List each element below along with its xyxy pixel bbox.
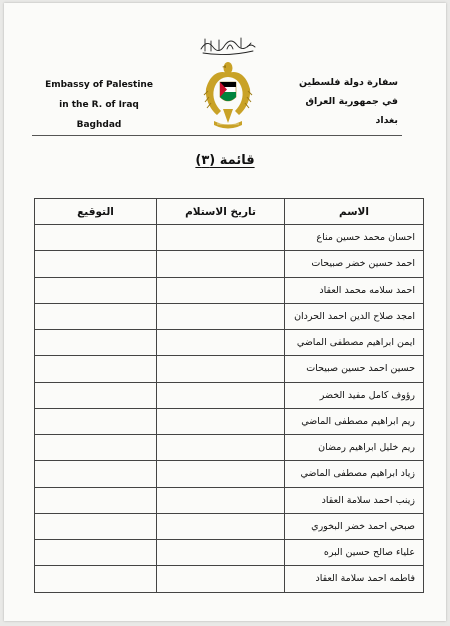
name-cell: رؤوف كامل مفيد الخضر bbox=[285, 382, 424, 408]
name-cell: ريم خليل ابراهيم رمضان bbox=[285, 435, 424, 461]
column-header-name: الاسم bbox=[285, 199, 424, 225]
table-header-row bbox=[35, 199, 424, 225]
received-date-cell bbox=[157, 513, 285, 539]
table-row bbox=[35, 566, 424, 592]
signature-cell bbox=[35, 487, 157, 513]
table-row bbox=[35, 513, 424, 539]
name-cell: ايمن ابراهيم مصطفى الماضي bbox=[285, 330, 424, 356]
received-date-cell bbox=[157, 461, 285, 487]
palestine-eagle-emblem bbox=[197, 31, 259, 137]
signature-cell bbox=[35, 461, 157, 487]
header-right-line-3: بغداد bbox=[375, 115, 398, 126]
document-page bbox=[4, 3, 446, 621]
received-date-cell bbox=[157, 303, 285, 329]
signature-cell bbox=[35, 382, 157, 408]
table-row bbox=[35, 540, 424, 566]
name-cell: صبحي احمد خضر البخوري bbox=[285, 513, 424, 539]
table-row bbox=[35, 435, 424, 461]
name-cell: ريم ابراهيم مصطفى الماضي bbox=[285, 408, 424, 434]
name-cell: زينب احمد سلامة العقاد bbox=[285, 487, 424, 513]
basmala-calligraphy-icon bbox=[201, 38, 255, 55]
received-date-cell bbox=[157, 356, 285, 382]
received-date-cell bbox=[157, 540, 285, 566]
recipients-table bbox=[34, 198, 424, 593]
table-row bbox=[35, 461, 424, 487]
signature-cell bbox=[35, 540, 157, 566]
name-cell: امجد صلاح الدين احمد الحردان bbox=[285, 303, 424, 329]
table-row bbox=[35, 277, 424, 303]
table-body bbox=[35, 225, 424, 593]
received-date-cell bbox=[157, 566, 285, 592]
table-row bbox=[35, 225, 424, 251]
name-cell: حسين احمد حسين صبيحات bbox=[285, 356, 424, 382]
header-right-line-2: في جمهورية العراق bbox=[305, 96, 398, 107]
received-date-cell bbox=[157, 277, 285, 303]
header-left-line-2: in the R. of Iraq bbox=[59, 100, 139, 110]
table-row bbox=[35, 330, 424, 356]
column-header-signature: التوقيع bbox=[35, 199, 157, 225]
signature-cell bbox=[35, 251, 157, 277]
received-date-cell bbox=[157, 225, 285, 251]
signature-cell bbox=[35, 356, 157, 382]
table-row bbox=[35, 382, 424, 408]
name-cell: احمد سلامه محمد العقاد bbox=[285, 277, 424, 303]
header-right-line-1: سفارة دولة فلسطين bbox=[299, 77, 398, 88]
received-date-cell bbox=[157, 408, 285, 434]
table-row bbox=[35, 356, 424, 382]
header-left-line-3: Baghdad bbox=[76, 120, 122, 130]
name-cell: فاطمه احمد سلامة العقاد bbox=[285, 566, 424, 592]
signature-cell bbox=[35, 408, 157, 434]
header-divider bbox=[32, 135, 402, 136]
header-left-line-1: Embassy of Palestine bbox=[45, 80, 153, 90]
received-date-cell bbox=[157, 435, 285, 461]
name-cell: احسان محمد حسين مناع bbox=[285, 225, 424, 251]
signature-cell bbox=[35, 566, 157, 592]
received-date-cell bbox=[157, 251, 285, 277]
signature-cell bbox=[35, 225, 157, 251]
signature-cell bbox=[35, 303, 157, 329]
table-row bbox=[35, 487, 424, 513]
name-cell: زياد ابراهيم مصطفى الماضي bbox=[285, 461, 424, 487]
table-row bbox=[35, 408, 424, 434]
name-cell: علياء صالح حسين البره bbox=[285, 540, 424, 566]
column-header-received-date: تاريخ الاستلام bbox=[157, 199, 285, 225]
table-row bbox=[35, 251, 424, 277]
signature-cell bbox=[35, 435, 157, 461]
received-date-cell bbox=[157, 330, 285, 356]
list-title: قائمة (٣) bbox=[195, 153, 255, 168]
signature-cell bbox=[35, 513, 157, 539]
embassy-english-header bbox=[44, 75, 154, 135]
name-cell: احمد حسين خضر صبيحات bbox=[285, 251, 424, 277]
signature-cell bbox=[35, 277, 157, 303]
table-row bbox=[35, 303, 424, 329]
signature-cell bbox=[35, 330, 157, 356]
embassy-arabic-header bbox=[288, 73, 398, 130]
received-date-cell bbox=[157, 487, 285, 513]
received-date-cell bbox=[157, 382, 285, 408]
